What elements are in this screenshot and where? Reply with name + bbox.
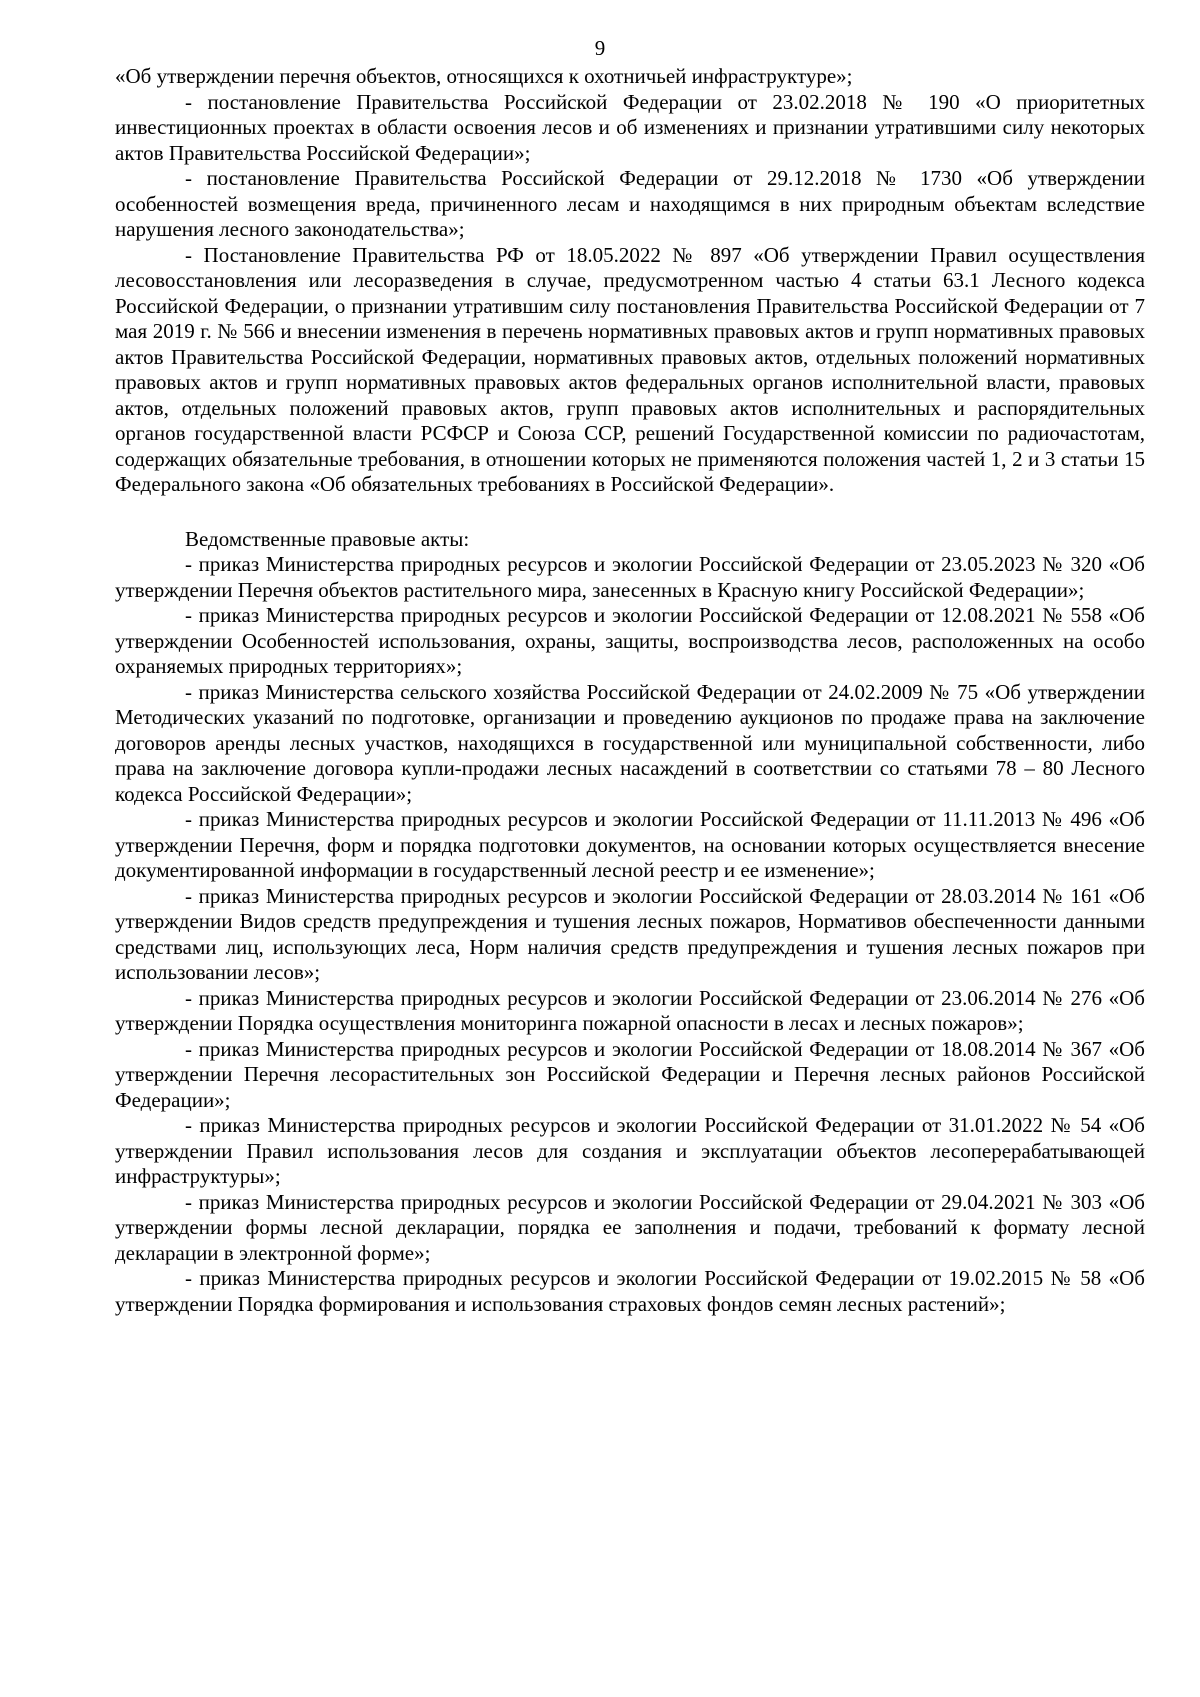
page-number: 9: [594, 36, 606, 60]
continued-paragraph: «Об утверждении перечня объектов, относящихся к охотничьей инфраструктуре»;: [115, 64, 853, 88]
list-item: - Постановление Правительства РФ от 18.05.2022 № 897 «Об утверждении Правил осуществления лесовосстановления или лесоразведения в случае, предусмотренном частью 4 статьи 63.1 Лесного кодекса Российской Федерации, о признании утратившим силу постановления Правительства Российской Федерации от 7 мая 2019 г. № 566 и внесении изменения в перечень нормативных правовых актов и групп нормативных правовых актов Правительства Российской Федерации, нормативных правовых актов, отдельных положений нормативных правовых актов и групп нормативных правовых актов федеральных органов исполнительной власти, правовых актов, отдельных положений правовых актов, групп правовых актов исполнительных и распорядительных органов государственной власти РСФСР и Союза ССР, решений Государственной комиссии по радиочастотам, содержащих обязательные требования, в отношении которых не применяются положения частей 1, 2 и 3 статьи 15 Федерального закона «Об обязательных требованиях в Российской Федерации».: [115, 242, 1145, 496]
document-body: [115, 64, 1145, 1317]
list-item: - приказ Министерства природных ресурсов и экологии Российской Федерации от 23.05.2023 № 320 «Об утверждении Перечня объектов растительного мира, занесенных в Красную книгу Российской Федерации»;: [115, 552, 1145, 602]
section-heading: Ведомственные правовые акты:: [185, 526, 470, 551]
list-item: - приказ Министерства природных ресурсов и экологии Российской Федерации от 12.08.2021 № 558 «Об утверждении Особенностей использования, охраны, защиты, воспроизводства лесов, расположенных на особо охраняемых природных территориях»;: [115, 603, 1145, 678]
list-item: - приказ Министерства природных ресурсов и экологии Российской Федерации от 29.04.2021 № 303 «Об утверждении формы лесной декларации, порядка ее заполнения и подачи, требований к формату лесной декларации в электронной форме»;: [115, 1189, 1145, 1265]
list-item: - приказ Министерства природных ресурсов и экологии Российской Федерации от 31.01.2022 № 54 «Об утверждении Правил использования лесов для создания и эксплуатации объектов лесоперерабатывающей инфраструктуры»;: [115, 1113, 1145, 1188]
list-item: - приказ Министерства сельского хозяйства Российской Федерации от 24.02.2009 № 75 «Об утверждении Методических указаний по подготовке, организации и проведению аукционов по продаже права на заключение договоров аренды лесных участков, находящихся в государственной или муниципальной собственности, либо права на заключение договора купли-продажи лесных насаждений в соответствии со статьями 78 – 80 Лесного кодекса Российской Федерации»;: [115, 679, 1145, 806]
list-item: - приказ Министерства природных ресурсов и экологии Российской Федерации от 28.03.2014 № 161 «Об утверждении Видов средств предупреждения и тушения лесных пожаров, Нормативов обеспеченности данными средствами лиц, использующих леса, Норм наличия средств предупреждения и тушения лесных пожаров при использовании лесов»;: [115, 883, 1145, 984]
list-item: - приказ Министерства природных ресурсов и экологии Российской Федерации от 23.06.2014 № 276 «Об утверждении Порядка осуществления мониторинга пожарной опасности в лесах и лесных пожаров»;: [115, 985, 1145, 1035]
list-item: - приказ Министерства природных ресурсов и экологии Российской Федерации от 18.08.2014 № 367 «Об утверждении Перечня лесорастительных зон Российской Федерации и Перечня лесных районов Российской Федерации»;: [115, 1036, 1145, 1112]
list-item: - постановление Правительства Российской Федерации от 23.02.2018 № 190 «О приоритетных инвестиционных проектах в области освоения лесов и об изменениях и признании утратившими силу некоторых актов Правительства Российской Федерации»;: [115, 89, 1145, 165]
list-item: - постановление Правительства Российской Федерации от 29.12.2018 № 1730 «Об утверждении особенностей возмещения вреда, причиненного лесам и находящимся в них природным объектам вследствие нарушения лесного законодательства»;: [115, 166, 1145, 241]
list-item: - приказ Министерства природных ресурсов и экологии Российской Федерации от 11.11.2013 № 496 «Об утверждении Перечня, форм и порядка подготовки документов, на основании которых осуществляется внесение документированной информации в государственный лесной реестр и ее изменение»;: [115, 807, 1145, 882]
list-item: - приказ Министерства природных ресурсов и экологии Российской Федерации от 19.02.2015 № 58 «Об утверждении Порядка формирования и использования страховых фондов семян лесных растений»;: [115, 1266, 1145, 1316]
